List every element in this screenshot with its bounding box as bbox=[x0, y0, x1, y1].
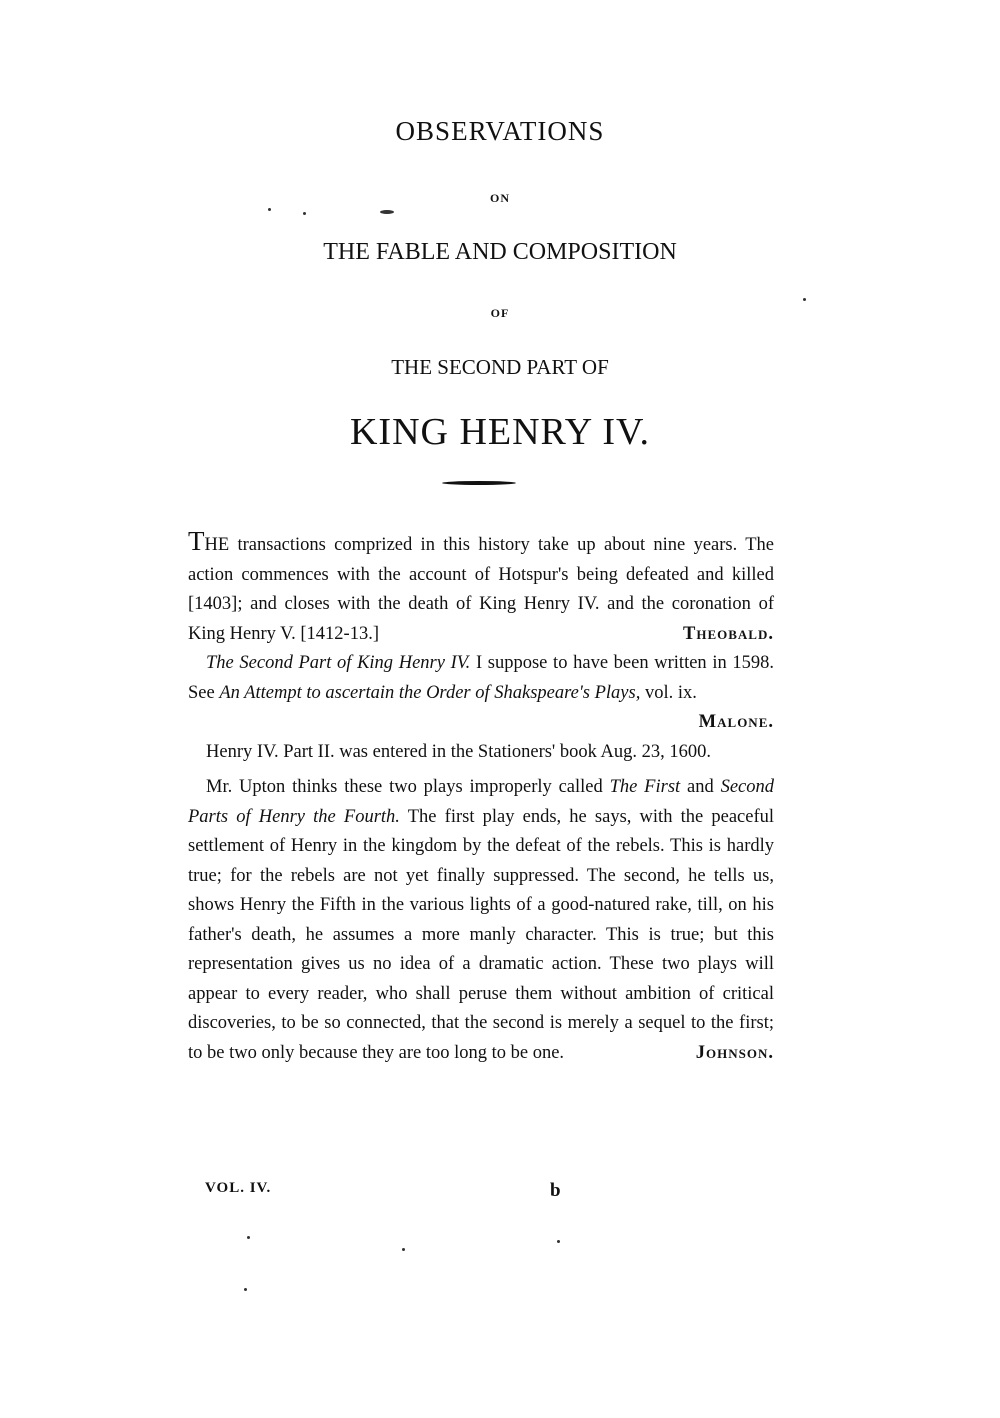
paragraph-johnson bbox=[188, 773, 774, 1068]
ink-speck bbox=[247, 1236, 250, 1239]
play-title: The Second Part of King Henry IV. bbox=[206, 653, 471, 673]
title-second-part: THE SECOND PART OF bbox=[391, 355, 609, 379]
paragraph-text: The first play ends, he says, with the peaceful settlement of Henry in the kingdom by the defeat of the rebels. This is hardly true; for the rebels are not yet finally suppressed. The second, he tells us, shows Henry the Fifth in the various lights of a good-natured rake, till, on his father's death, he assumes a more manly character. This is true; but this representation gives us no idea of a dramatic action. These two plays will appear to every reader, who shall peruse them without ambition of critical discoveries, to be so connected, that the second is merely a sequel to the first; to be two only because they are too long to be one. bbox=[188, 806, 774, 1063]
ink-speck bbox=[303, 212, 306, 215]
commentary-body bbox=[188, 527, 774, 1068]
signature-mark: b bbox=[550, 1180, 562, 1201]
title-on: ON bbox=[490, 191, 510, 205]
paragraph-stationers: Henry IV. Part II. was entered in the Stationers' book Aug. 23, 1600. bbox=[206, 741, 711, 762]
ink-speck bbox=[268, 208, 271, 211]
paragraph-theobald bbox=[188, 527, 774, 649]
signature-malone: Malone. bbox=[698, 712, 774, 732]
signature-johnson: Johnson. bbox=[695, 1042, 774, 1063]
volume-label: VOL. IV. bbox=[205, 1180, 272, 1196]
title-observations: OBSERVATIONS bbox=[395, 116, 605, 146]
decorative-rule bbox=[442, 481, 516, 485]
paragraph-text: Mr. Upton thinks these two plays improperly called bbox=[206, 777, 610, 797]
title-fable-composition: THE FABLE AND COMPOSITION bbox=[323, 239, 677, 265]
paragraph-text: I suppose to have been written in 1598. See bbox=[188, 653, 774, 703]
page-footer bbox=[205, 1180, 605, 1201]
ink-speck bbox=[244, 1288, 247, 1291]
ink-speck bbox=[402, 1248, 405, 1251]
reference-title: An Attempt to ascertain the Order of Shakspeare's Plays, bbox=[219, 682, 641, 703]
ink-speck bbox=[803, 298, 806, 301]
paragraph-text: HE transactions comprized in this history take up about nine years. The action commences with the account of Hotspur's being defeated and killed [1403]; and closes with the death of King Henry IV. and the coronation of King Henry V. [1412-13.] bbox=[188, 535, 774, 644]
title-king-henry: KING HENRY IV. bbox=[349, 411, 651, 453]
ink-speck bbox=[380, 210, 394, 214]
paragraph-text: vol. ix. bbox=[640, 682, 697, 703]
ink-speck bbox=[557, 1240, 560, 1243]
paragraph-malone bbox=[188, 649, 774, 732]
play-title: Second Parts of Henry the Fourth. bbox=[188, 777, 774, 827]
signature-theobald: Theobald. bbox=[683, 623, 774, 644]
title-of: OF bbox=[490, 306, 510, 320]
play-title: The First bbox=[609, 777, 681, 797]
paragraph-text: and bbox=[680, 777, 721, 797]
drop-cap: T bbox=[188, 526, 205, 556]
